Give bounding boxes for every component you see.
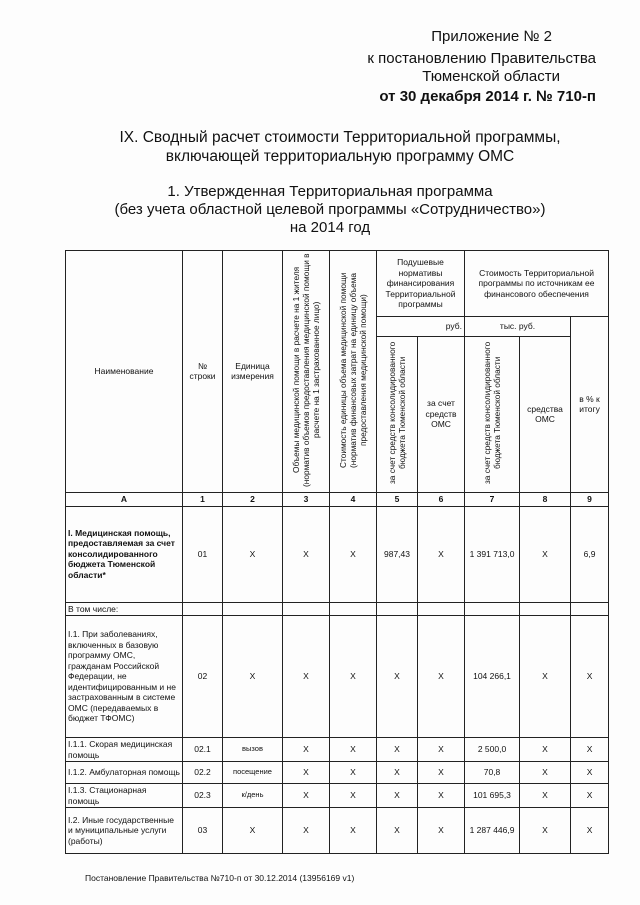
column-index-row <box>66 492 609 506</box>
column-index-cell: 8 <box>520 492 571 506</box>
row-value-cell: Х <box>571 738 609 762</box>
row-value-cell: Х <box>223 808 283 854</box>
row-value-cell: Х <box>283 784 330 808</box>
row-value-cell: Х <box>520 808 571 854</box>
row-value-cell: Х <box>283 738 330 762</box>
row-value-cell: 101 695,3 <box>465 784 520 808</box>
row-value-cell: Х <box>418 762 465 784</box>
row-value-cell: Х <box>330 808 377 854</box>
row-value-cell: Х <box>377 784 418 808</box>
row-name-cell: I.1. При заболеваниях, включенных в базовую программу ОМС, гражданам Российской Федерации, не идентифицированным и не застрахованным в системе ОМС (передаваемых в бюджет ТФОМС) <box>66 616 183 738</box>
in-total-label: В том числе: <box>66 602 183 616</box>
row-value-cell: Х <box>377 762 418 784</box>
row-value-cell: Х <box>283 616 330 738</box>
row-name-cell: I.1.1. Скорая медицинская помощь <box>66 738 183 762</box>
header-oms-funds: средства ОМС <box>520 336 571 492</box>
row-value-cell: 70,8 <box>465 762 520 784</box>
row-value-cell: Х <box>283 762 330 784</box>
header-budget-text: за счет средств консолидированного бюджета Тюменской области <box>387 341 407 484</box>
header-pct: в % к итогу <box>571 317 609 493</box>
table-row <box>66 808 609 854</box>
empty-cell <box>183 602 223 616</box>
row-name-cell: I.1.3. Стационарная помощь <box>66 784 183 808</box>
empty-cell <box>465 602 520 616</box>
appendix-decree: к постановлению Правительства <box>367 50 596 67</box>
row-value-cell: 104 266,1 <box>465 616 520 738</box>
row-value-cell: Х <box>571 762 609 784</box>
row-value-cell: Х <box>571 784 609 808</box>
footer: Постановление Правительства №710-п от 30.12.2014 (13956169 v1) <box>85 873 355 883</box>
column-index-cell: 2 <box>223 492 283 506</box>
row-value-cell: Х <box>520 616 571 738</box>
table-row <box>66 762 609 784</box>
row-value-cell: Х <box>330 616 377 738</box>
header-cost-unit-text: Стоимость единицы объема медицинской помощи (норматив финансовых затрат на единицу объема предоставления медицинской помощи) <box>338 272 368 468</box>
row-value-cell: Х <box>377 808 418 854</box>
header-budget2 <box>465 336 520 492</box>
column-index-cell: 4 <box>330 492 377 506</box>
row-value-cell: Х <box>520 738 571 762</box>
section-title-line1: IX. Сводный расчет стоимости Территориальной программы, <box>119 129 561 146</box>
header-budget2-text: за счет средств консолидированного бюджета Тюменской области <box>482 341 503 484</box>
header-unit: Единица измерения <box>223 251 283 493</box>
section-title <box>70 128 610 166</box>
row-value-cell: Х <box>223 506 283 602</box>
appendix-date: от 30 декабря 2014 г. № 710-п <box>379 88 596 105</box>
empty-cell <box>418 602 465 616</box>
row-value-cell: 6,9 <box>571 506 609 602</box>
header-budget <box>377 336 418 492</box>
header-volumes-text: Объемы медицинской помощи в расчете на 1 жителя (норматив объемов предоставления медицинской помощи в расчете на 1 застрахованное лицо) <box>291 253 321 487</box>
row-value-cell: Х <box>418 506 465 602</box>
row-value-cell: 02.3 <box>183 784 223 808</box>
header-cost-unit <box>330 251 377 493</box>
header-program-cost: Стоимость Территориальной программы по источникам ее финансового обеспечения <box>465 251 609 317</box>
row-name-cell: I.1.2. Амбулаторная помощь <box>66 762 183 784</box>
subsection-title-line1: 1. Утвержденная Территориальная программа <box>167 183 493 200</box>
subsection-title <box>50 183 610 237</box>
row-value-cell: Х <box>377 616 418 738</box>
column-index-cell: 9 <box>571 492 609 506</box>
empty-cell <box>377 602 418 616</box>
row-value-cell: Х <box>571 616 609 738</box>
row-value-cell: Х <box>520 784 571 808</box>
row-value-cell: Х <box>418 808 465 854</box>
column-index-cell: 7 <box>465 492 520 506</box>
row-value-cell: вызов <box>223 738 283 762</box>
row-value-cell: Х <box>330 506 377 602</box>
row-value-cell: 1 287 446,9 <box>465 808 520 854</box>
appendix-number: Приложение № 2 <box>431 28 552 45</box>
row-name-cell: I. Медицинская помощь, предоставляемая за счет консолидированного бюджета Тюменской области* <box>66 506 183 602</box>
column-index-cell: 5 <box>377 492 418 506</box>
row-value-cell: Х <box>418 784 465 808</box>
subsection-title-line3: на 2014 год <box>289 219 371 236</box>
empty-cell <box>330 602 377 616</box>
row-value-cell: 02.2 <box>183 762 223 784</box>
header-per-capita: Подушевые нормативы финансирования Территориальной программы <box>377 251 465 317</box>
row-value-cell: 03 <box>183 808 223 854</box>
header-volumes <box>283 251 330 493</box>
column-index-cell: 3 <box>283 492 330 506</box>
row-name-cell: I.2. Иные государственные и муниципальные услуги (работы) <box>66 808 183 854</box>
row-value-cell: Х <box>330 762 377 784</box>
header-rub: руб. <box>377 317 465 337</box>
empty-cell <box>283 602 330 616</box>
row-value-cell: посещение <box>223 762 283 784</box>
section-title-line2: включающей территориальную программу ОМС <box>165 148 515 165</box>
row-value-cell: Х <box>377 738 418 762</box>
row-value-cell: Х <box>520 762 571 784</box>
table-row <box>66 738 609 762</box>
row-value-cell: 987,43 <box>377 506 418 602</box>
header-thous-rub: тыс. руб. <box>465 317 571 337</box>
row-value-cell: Х <box>283 808 330 854</box>
row-value-cell: Х <box>571 808 609 854</box>
row-value-cell: 02.1 <box>183 738 223 762</box>
row-value-cell: 2 500,0 <box>465 738 520 762</box>
empty-cell <box>571 602 609 616</box>
empty-cell <box>520 602 571 616</box>
row-value-cell: 02 <box>183 616 223 738</box>
row-value-cell: Х <box>418 616 465 738</box>
header-oms-acc: за счет средств ОМС <box>418 336 465 492</box>
row-value-cell: 1 391 713,0 <box>465 506 520 602</box>
row-value-cell: Х <box>283 506 330 602</box>
row-value-cell: Х <box>330 738 377 762</box>
cost-table <box>65 250 609 854</box>
appendix-region: Тюменской области <box>422 68 560 85</box>
column-index-cell: А <box>66 492 183 506</box>
subsection-title-line2: (без учета областной целевой программы «Сотрудничество») <box>114 201 546 218</box>
row-value-cell: Х <box>418 738 465 762</box>
table-row <box>66 506 609 602</box>
row-value-cell: к/день <box>223 784 283 808</box>
row-value-cell: Х <box>223 616 283 738</box>
column-index-cell: 1 <box>183 492 223 506</box>
header-row-no: № строки <box>183 251 223 493</box>
table-row <box>66 616 609 738</box>
column-index-cell: 6 <box>418 492 465 506</box>
row-value-cell: 01 <box>183 506 223 602</box>
row-value-cell: Х <box>520 506 571 602</box>
in-total-row <box>66 602 609 616</box>
appendix-block <box>0 0 640 110</box>
empty-cell <box>223 602 283 616</box>
row-value-cell: Х <box>330 784 377 808</box>
table-row <box>66 784 609 808</box>
header-name: Наименование <box>66 251 183 493</box>
